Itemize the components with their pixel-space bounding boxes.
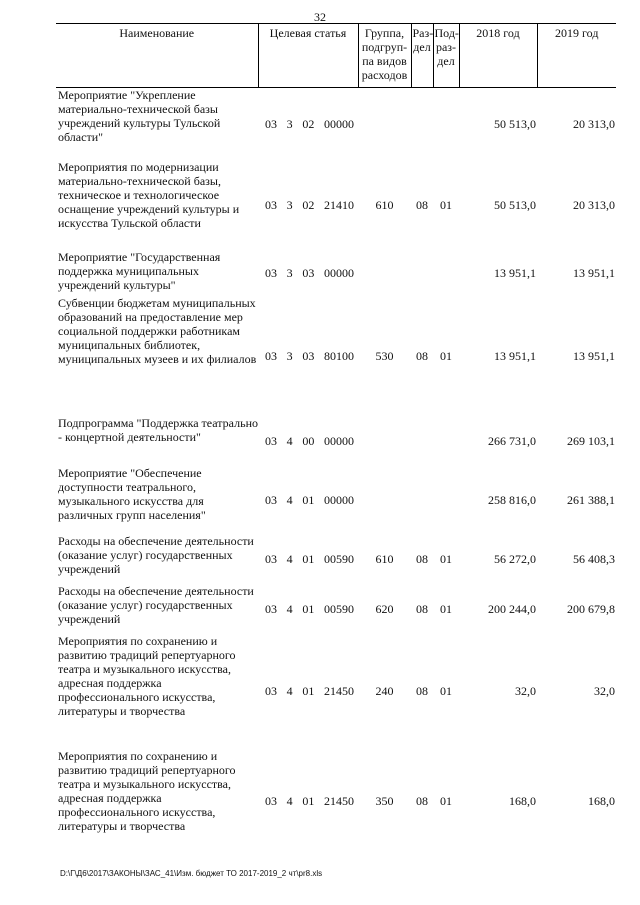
code-part: 03: [265, 492, 277, 507]
code-part: 03: [302, 265, 315, 280]
row-group: 530: [375, 348, 394, 363]
code-part: 03: [265, 684, 277, 698]
row-name: Подпрограмма "Поддержка театрально - концертной деятельности": [58, 415, 258, 444]
row-2019: 200 679,8: [567, 601, 615, 616]
row-group: [358, 416, 411, 466]
table-row: [56, 634, 616, 749]
code-part: 80100: [323, 348, 354, 363]
header-group: Группа, подгруп-па видов расходов: [358, 24, 411, 88]
table-row: [56, 416, 616, 466]
header-row: [56, 24, 616, 88]
row-subsection: [433, 466, 459, 534]
file-path-footer: D:\Г\Д6\2017\ЗАКОНЫ\ЗАС_41\Изм. бюджет ТО 2017-2019_2 чт\pr8.xls: [60, 869, 323, 878]
code-part: 03: [265, 551, 277, 566]
row-group: 240: [375, 684, 394, 698]
row-2019: 168,0: [588, 794, 615, 808]
row-2019: 13 951,1: [573, 348, 615, 363]
row-section: [411, 88, 433, 160]
code-part: 03: [265, 794, 277, 808]
row-target-code: [258, 88, 358, 160]
row-section: 08: [416, 348, 428, 363]
row-section: 08: [416, 601, 428, 616]
row-group: [358, 466, 411, 534]
code-part: 03: [265, 197, 277, 212]
row-group: 620: [375, 601, 394, 616]
row-name: Мероприятия по сохранению и развитию традиций репертуарного театра и музыкального искусства, адресная поддержка профессионального искусства, литературы и творчества: [58, 748, 236, 833]
code-part: 00: [302, 433, 315, 448]
code-part: 03: [302, 348, 315, 363]
row-section: [411, 466, 433, 534]
row-target-code: [258, 416, 358, 466]
header-name: Наименование: [56, 24, 258, 88]
code-part: 03: [265, 265, 277, 280]
code-part: 03: [265, 601, 277, 616]
code-part: 21450: [323, 794, 354, 808]
header-2018: 2018 год: [459, 24, 537, 88]
code-part: 3: [286, 197, 293, 212]
code-part: 00590: [323, 551, 354, 566]
row-name: Субвенции бюджетам муниципальных образований на предоставление мер социальной поддержки работникам муниципальных библиотек, муниципальных музеев и их филиалов: [58, 295, 257, 366]
row-group: 610: [375, 551, 394, 566]
code-part: 01: [302, 794, 315, 808]
row-2018: 56 272,0: [494, 551, 536, 566]
row-subsection: 01: [440, 794, 452, 808]
row-2018: 13 951,1: [494, 265, 536, 280]
code-part: 00000: [323, 116, 354, 131]
row-name: Мероприятие "Укрепление материально-технической базы учреждений культуры Тульской области": [58, 88, 221, 144]
table-row: [56, 749, 616, 854]
row-target-code: [258, 584, 358, 634]
row-name: Мероприятие "Обеспечение доступности театрального, музыкального искусства для различных групп населения": [58, 465, 206, 522]
row-subsection: 01: [440, 684, 452, 698]
header-code: Целевая статья: [258, 24, 358, 88]
code-part: 03: [265, 433, 277, 448]
row-subsection: 01: [440, 551, 452, 566]
row-2019: 20 313,0: [573, 197, 615, 212]
row-target-code: [258, 160, 358, 250]
row-2018: 13 951,1: [494, 348, 536, 363]
row-section: 08: [416, 684, 428, 698]
code-part: 4: [286, 601, 293, 616]
row-section: [411, 416, 433, 466]
code-part: 01: [302, 601, 315, 616]
row-name: Расходы на обеспечение деятельности (оказание услуг) государственных учреждений: [58, 533, 254, 576]
code-part: 02: [302, 197, 315, 212]
row-2018: 200 244,0: [488, 601, 536, 616]
row-group: [358, 88, 411, 160]
row-section: 08: [416, 794, 428, 808]
row-2019: 20 313,0: [573, 116, 615, 131]
row-section: 08: [416, 551, 428, 566]
row-target-code: [258, 250, 358, 296]
row-name: Мероприятия по сохранению и развитию традиций репертуарного театра и музыкального искусства, адресная поддержка профессионального искусства, литературы и творчества: [58, 633, 236, 718]
row-subsection: 01: [440, 197, 452, 212]
code-part: 3: [286, 348, 293, 363]
code-part: 4: [286, 551, 293, 566]
row-2018: 266 731,0: [488, 433, 536, 448]
row-target-code: [258, 534, 358, 584]
code-part: 21410: [323, 197, 354, 212]
code-part: 3: [286, 116, 293, 131]
table-row: [56, 584, 616, 634]
header-subsection: Под-раз-дел: [433, 24, 459, 88]
row-section: [411, 250, 433, 296]
row-2019: 13 951,1: [573, 265, 615, 280]
code-part: 01: [302, 551, 315, 566]
row-2019: 56 408,3: [573, 551, 615, 566]
code-part: 00000: [323, 265, 354, 280]
row-2019: 261 388,1: [567, 492, 615, 507]
header-section: Раз-дел: [411, 24, 433, 88]
row-2018: 32,0: [515, 684, 536, 698]
table-row: [56, 160, 616, 250]
code-part: 01: [302, 492, 315, 507]
row-group: 350: [375, 794, 394, 808]
code-part: 00000: [323, 492, 354, 507]
code-part: 4: [286, 794, 293, 808]
row-subsection: 01: [440, 348, 452, 363]
row-subsection: [433, 88, 459, 160]
row-target-code: [258, 296, 358, 416]
code-part: 03: [265, 116, 277, 131]
code-part: 00000: [323, 433, 354, 448]
table-row: [56, 88, 616, 160]
header-2019: 2019 год: [537, 24, 616, 88]
row-name: Мероприятия по модернизации материально-технической базы, техническое и технологическое оснащение учреждений культуры и искусства Тульской области: [58, 159, 240, 230]
row-2018: 50 513,0: [494, 197, 536, 212]
table-row: [56, 296, 616, 416]
row-name: Расходы на обеспечение деятельности (оказание услуг) государственных учреждений: [58, 583, 254, 626]
budget-table: [56, 23, 616, 854]
row-name: Мероприятие "Государственная поддержка муниципальных учреждений культуры": [58, 249, 221, 292]
table-row: [56, 250, 616, 296]
code-part: 4: [286, 433, 293, 448]
table-row: [56, 534, 616, 584]
page-number: 32: [314, 10, 326, 24]
code-part: 4: [286, 684, 293, 698]
row-group: [358, 250, 411, 296]
code-part: 3: [286, 265, 293, 280]
code-part: 03: [265, 348, 277, 363]
row-subsection: 01: [440, 601, 452, 616]
code-part: 21450: [323, 684, 354, 698]
row-subsection: [433, 416, 459, 466]
code-part: 4: [286, 492, 293, 507]
row-group: 610: [375, 197, 394, 212]
row-target-code: [258, 466, 358, 534]
code-part: 02: [302, 116, 315, 131]
row-2018: 168,0: [509, 794, 536, 808]
row-subsection: [433, 250, 459, 296]
row-2019: 269 103,1: [567, 433, 615, 448]
code-part: 01: [302, 684, 315, 698]
row-target-code: [258, 749, 358, 854]
row-section: 08: [416, 197, 428, 212]
row-target-code: [258, 634, 358, 749]
table-row: [56, 466, 616, 534]
row-2018: 258 816,0: [488, 492, 536, 507]
row-2018: 50 513,0: [494, 116, 536, 131]
row-2019: 32,0: [594, 684, 615, 698]
code-part: 00590: [323, 601, 354, 616]
